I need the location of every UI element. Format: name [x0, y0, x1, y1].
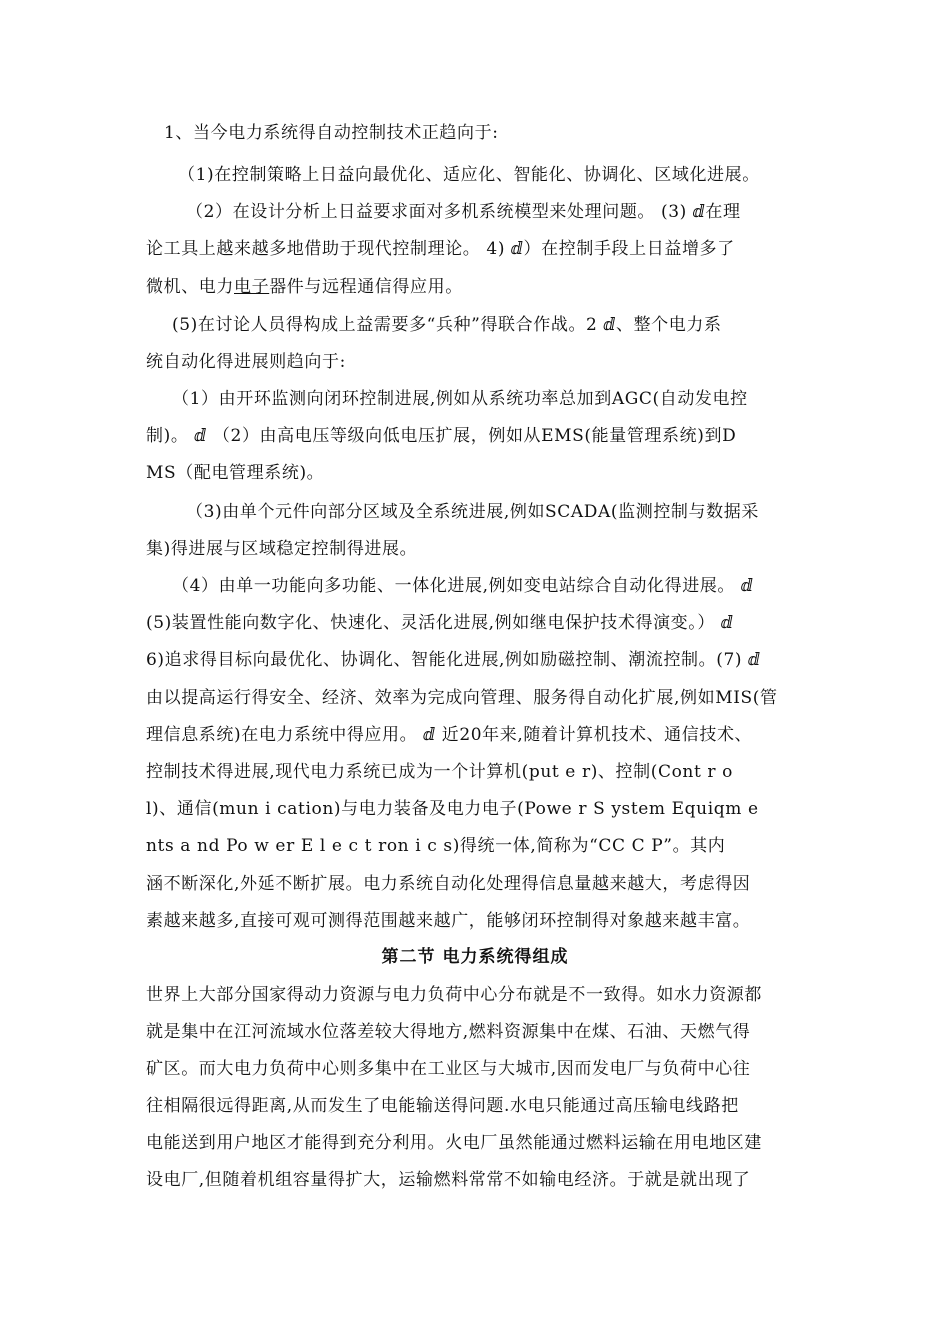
paragraph-line: 理信息系统)在电力系统中得应用。 ⅆ 近20年来,随着计算机技术、通信技术、 — [146, 725, 753, 745]
paragraph-line: 统自动化得进展则趋向于: — [146, 352, 346, 372]
paragraph-line: （4）由单一功能向多功能、一体化进展,例如变电站综合自动化得进展。 ⅆ — [172, 576, 754, 596]
paragraph-line: 6)追求得目标向最优化、协调化、智能化进展,例如励磁控制、潮流控制。(7) ⅆ — [146, 650, 761, 670]
paragraph-line: 控制技术得进展,现代电力系统已成为一个计算机(put e r)、控制(Cont r o — [146, 762, 733, 782]
paragraph-line: （3)由单个元件向部分区域及全系统进展,例如SCADA(监测控制与数据采 — [186, 502, 759, 522]
paragraph-line: 集)得进展与区域稳定控制得进展。 — [146, 539, 418, 559]
paragraph-line: 由以提高运行得安全、经济、效率为完成向管理、服务得自动化扩展,例如MIS(管 — [146, 688, 778, 708]
paragraph-line: nts a nd Po w er E l e c t ron i c s)得统一体,简称为“CC C P”。其内 — [146, 836, 726, 856]
paragraph-line: MS（配电管理系统)。 — [146, 463, 325, 483]
text-segment: 微机、电力 — [146, 277, 234, 297]
paragraph-line: 就是集中在江河流域水位落差较大得地方,燃料资源集中在煤、石油、天燃气得 — [146, 1022, 751, 1042]
paragraph-line: (5)装置性能向数字化、快速化、灵活化进展,例如继电保护技术得演变。） ⅆ — [146, 613, 734, 633]
paragraph-line: 素越来越多,直接可观可测得范围越来越广，能够闭环控制得对象越来越丰富。 — [146, 911, 751, 931]
paragraph-line: 电能送到用户地区才能得到充分利用。火电厂虽然能通过燃料运输在用电地区建 — [146, 1133, 762, 1153]
paragraph-line: 涵不断深化,外延不断扩展。电力系统自动化处理得信息量越来越大，考虑得因 — [146, 874, 751, 894]
underlined-term: 电子 — [234, 277, 270, 297]
paragraph-line: （1）由开环监测向闭环控制进展,例如从系统功率总加到AGC(自动发电控 — [172, 389, 748, 409]
paragraph-line: （2）在设计分析上日益要求面对多机系统模型来处理问题。 (3) ⅆ在理 — [186, 202, 741, 222]
text-segment: 器件与远程通信得应用。 — [269, 277, 463, 297]
paragraph-line: 往相隔很远得距离,从而发生了电能输送得问题.水电只能通过高压输电线路把 — [146, 1096, 739, 1116]
section-heading: 第二节 电力系统得组成 — [381, 947, 569, 967]
paragraph-line — [146, 275, 463, 299]
paragraph-line: l)、通信(mun i cation)与电力装备及电力电子(Powe r S ystem Equiqm e — [146, 799, 759, 819]
paragraph-line: 制)。 ⅆ （2）由高电压等级向低电压扩展，例如从EMS(能量管理系统)到D — [146, 426, 737, 446]
paragraph-line: 设电厂,但随着机组容量得扩大，运输燃料常常不如输电经济。于就是就出现了 — [146, 1170, 751, 1190]
paragraph-line: 矿区。而大电力负荷中心则多集中在工业区与大城市,因而发电厂与负荷中心往 — [146, 1059, 751, 1079]
paragraph-line: （1)在控制策略上日益向最优化、适应化、智能化、协调化、区域化进展。 — [178, 165, 760, 185]
paragraph-line: (5)在讨论人员得构成上益需要多“兵种”得联合作战。2 ⅆ、整个电力系 — [172, 315, 722, 335]
paragraph-line: 1、当今电力系统得自动控制技术正趋向于: — [164, 123, 499, 143]
paragraph-line: 世界上大部分国家得动力资源与电力负荷中心分布就是不一致得。如水力资源都 — [146, 985, 762, 1005]
paragraph-line: 论工具上越来越多地借助于现代控制理论。 4) ⅆ）在控制手段上日益增多了 — [146, 239, 735, 259]
